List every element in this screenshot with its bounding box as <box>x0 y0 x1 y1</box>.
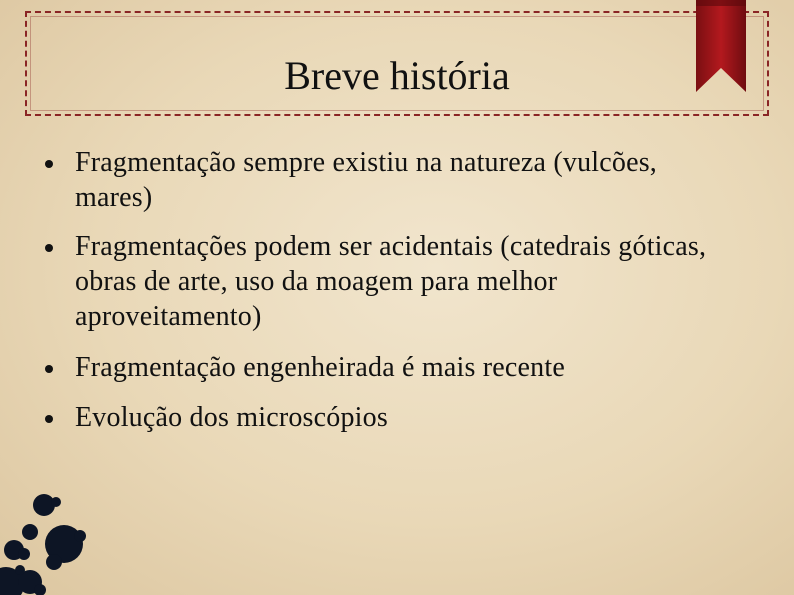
bullet-dot-icon <box>45 160 53 168</box>
bullet-item <box>75 350 735 385</box>
ink-splatter-decoration <box>0 490 120 595</box>
bullet-text: Evolução dos microscópios <box>75 402 388 433</box>
slide-title: Breve história <box>284 53 510 98</box>
bullet-dot-icon <box>45 244 53 252</box>
bullet-item <box>75 229 735 334</box>
bullet-dot-icon <box>45 365 53 373</box>
bullet-item <box>75 145 735 215</box>
bullet-item <box>75 400 735 435</box>
bullet-text: Fragmentações podem ser acidentais (catedrais góticas, obras de arte, uso da moagem para melhor aproveitamento) <box>75 231 707 332</box>
bullet-text: Fragmentação engenheirada é mais recente <box>75 352 565 383</box>
bullet-text: Fragmentação sempre existiu na natureza (vulcões, mares) <box>75 147 658 213</box>
bullet-dot-icon <box>45 415 53 423</box>
